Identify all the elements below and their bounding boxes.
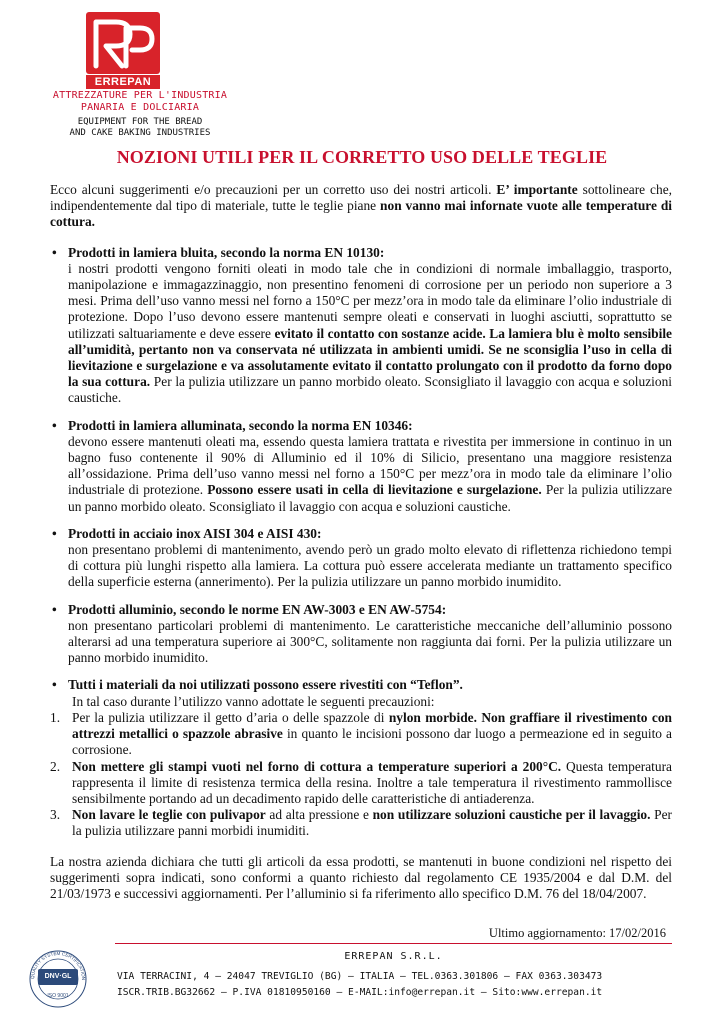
errepan-logo [86,12,160,88]
section-aluminium [50,602,672,667]
tagline-italian [40,90,240,114]
last-updated: Ultimo aggiornamento: 17/02/2016 [488,926,666,940]
section-stainless-steel [50,526,672,591]
item-text: Per la pulizia utilizzare panni morbidi inumiditi. [72,807,673,839]
cert-ring-text: QUALITY SYSTEM CERTIFICATION [29,950,87,981]
item-text: in quanto le incisioni possono dar luogo a permeazione ed in seguito a corrosione. [72,726,673,758]
section-emphasis: evitato il contatto con sostanze acide. La lamiera blu è molto sensibile all’umidità, pertanto non va conservata né utilizzata in ambienti umidi. Se ne sconsiglia l’uso in cella di lievitazione e surgelazione e va assolutamente evitato il contatto prolungato con il prodotto da forno dopo la sua cottura. [68,325,672,390]
item-emphasis: Non mettere gli stampi vuoti nel forno di cottura a temperature superiori a 200°C. [72,758,562,774]
section-aluminized-steel [50,418,672,515]
section-body: non presentano problemi di mantenimento, avendo però un grado molto elevato di riflettenza richiedono tempi di cottura più lunghi rispetto alla lamiera. La cottura può essere accelerata mediante un trattamento specifico della superficie esterna (annerimento). Per la pulizia utilizzare un panno morbido inumidito. [68,542,672,590]
footer-address: VIA TERRACINI, 4 – 24047 TREVIGLIO (BG) – ITALIA – TEL.0363.301806 – FAX 0363.303473 [117,971,603,982]
list-item [50,710,672,759]
intro-text: sottolineare che, indipendentemente dal tipo di materiale, tutte le teglie piane [50,182,672,214]
section-body: non presentano particolari problemi di mantenimento. Le caratteristiche meccaniche dell’alluminio possono alterarsi ad una temperatura superiore ai 300°C, solitamente non raggiunta dai forni. Per la pulizia utilizzare un panno morbido inumidito. [68,617,672,666]
section-text: Per la pulizia utilizzare un panno morbido oleato. Sconsigliato il lavaggio con acqua e soluzioni caustiche. [68,482,673,514]
item-emphasis: nylon morbide. Non graffiare il rivestimento con attrezzi metallici o spazzole abrasive [72,709,672,742]
list-number: 1. [50,709,61,725]
closing-paragraph: La nostra azienda dichiara che tutti gli articoli da essa prodotti, se mantenuti in buone condizioni nel rispetto dei suggerimenti sopra indicati, sono conformi a quanto richiesto dal regolamento CE 1935/2004 e dal D.M. del 21/03/1973 e successivi aggiornamenti. Per l’alluminio si fa riferimento allo specifico D.M. 76 del 18/04/2007. [50,853,672,901]
logo-mark [86,12,160,74]
list-number: 3. [50,807,61,823]
item-emphasis: Non lavare le teglie con pulivapor [72,807,266,823]
list-number: 2. [50,758,61,774]
item-text: ad alta pressione e [265,807,373,823]
section-teflon [50,677,672,839]
section-text: i nostri prodotti vengono forniti oleati in modo tale che in condizioni di normale imballaggio, trasporto, manipolazione e immagazzinaggio, non presentino fenomeni di corrosione per un periodo non superiore a 3 mesi. Prima dell’uso vanno messi nel forno a 150°C per mezz’ora in modo tale da eliminare l’olio industriale di protezione. Dopo l’uso devono essere mantenuti sempre oleati e conservati in luoghi asciutti, soprattutto se utilizzati saltuariamente e deve essere [68,260,672,341]
section-emphasis: Possono essere usati in cella di lievitazione e surgelazione. [207,482,542,498]
intro-emphasis: E’ importante [496,182,578,197]
certification-mark [12,947,92,1011]
bullet-icon: • [52,525,57,541]
section-title: Prodotti in lamiera alluminata, secondo la norma EN 10346: [68,417,413,433]
footer-registration: ISCR.TRIB.BG32662 – P.IVA 01810950160 – E-MAIL:info@errepan.it – Sito:www.errepan.it [117,987,603,998]
tagline-english-line: AND CAKE BAKING INDUSTRIES [69,128,211,138]
section-body [68,434,672,515]
bullet-icon: • [52,677,57,693]
iso-label: ISO 9001 [47,993,69,999]
dnv-badge: DNV·GL [38,969,78,985]
intro-text: Ecco alcuni suggerimenti e/o precauzioni per un corretto uso dei nostri articoli. [50,182,497,197]
logo-word: ERREPAN [86,75,160,89]
bullet-icon: • [52,244,57,260]
tagline-english-line: EQUIPMENT FOR THE BREAD [77,117,203,127]
item-text: Questa temperatura rappresenta il limite di resistenza termica della resina. Inoltre a tale temperatura il rivestimento rammollisce sensibilmente portando ad un decadimento rapido delle caratteristiche di antiaderenza. [72,758,673,806]
list-item [50,759,672,808]
section-blued-steel [50,245,672,407]
section-text: devono essere mantenuti oleati ma, essendo questa lamiera trattata e rivestita per immersione in continuo in un bagno fuso contenente il 90% di Alluminio ed il 10% di Silicio, presentano una maggiore resistenza all’ossidazione. Prima dell’uso vanno messi nel forno a 150°C per mezz’ora in modo tale da eliminare l’olio industriale di protezione. [68,433,672,498]
teflon-intro: In tal caso durante l’utilizzo vanno adottate le seguenti precauzioni: [72,693,435,709]
footer-company: ERREPAN S.R.L. [344,951,443,962]
section-text: Per la pulizia utilizzare un panno morbido oleato. Sconsigliato il lavaggio con acqua e soluzioni caustiche. [68,374,672,406]
bullet-icon: • [52,601,57,617]
section-body [68,261,672,407]
bullet-icon: • [52,417,57,433]
intro-paragraph [50,182,672,231]
tagline-italian-line: PANARIA E DOLCIARIA [80,102,200,113]
section-title: Prodotti in lamiera bluita, secondo la norma EN 10130: [68,244,385,260]
rp-monogram-icon [86,12,160,74]
list-item [50,807,672,839]
precautions-list [50,709,673,840]
document-body [50,182,672,902]
section-title: Prodotti in acciaio inox AISI 304 e AISI 430: [68,525,322,541]
intro-emphasis: non vanno mai infornate vuote alle temperature di cottura. [50,198,672,230]
footer-divider [115,943,672,944]
document-title: NOZIONI UTILI PER IL CORRETTO USO DELLE TEGLIE [116,147,608,167]
item-emphasis: non utilizzare soluzioni caustiche per il lavaggio. [372,807,651,823]
item-text: Per la pulizia utilizzare il getto d’aria o delle spazzole di [72,709,389,725]
section-title: Prodotti alluminio, secondo le norme EN AW-3003 e EN AW-5754: [68,601,447,617]
tagline-english [40,117,240,139]
tagline-italian-line: ATTREZZATURE PER L'INDUSTRIA [52,90,228,101]
section-title: Tutti i materiali da noi utilizzati possono essere rivestiti con “Teflon”. [68,677,463,693]
